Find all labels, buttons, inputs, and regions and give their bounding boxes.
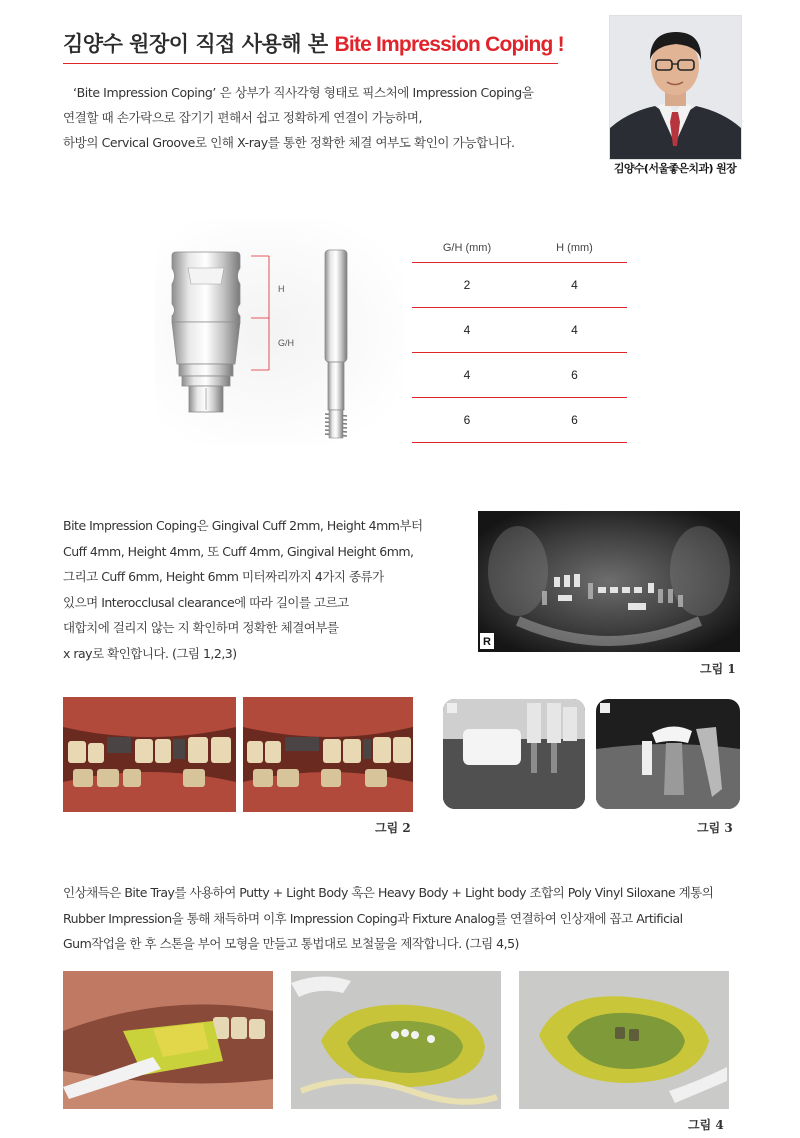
section-2-line: 대합치에 걸리지 않는 지 확인하며 정확한 체결여부를	[63, 620, 339, 635]
section-3-paragraph	[63, 880, 753, 957]
section-3-line: Rubber Impression을 통해 채득하며 이후 Impression Coping과 Fixture Analog를 연결하여 인상재에 꼽고 Artificial	[63, 910, 683, 926]
section-2-line: Cuff 4mm, Height 4mm, 또 Cuff 4mm, Gingival Height 6mm,	[63, 543, 414, 559]
cell-h: 6	[571, 413, 578, 427]
table-header	[412, 240, 627, 263]
figure-3-periapical-xray-right	[596, 699, 740, 809]
author-caption: 김양수(서울좋은치과) 원장	[613, 162, 737, 175]
figure-3-caption: 그림 3	[697, 821, 733, 835]
cell-gh: 6	[463, 413, 471, 427]
section-3-line: 인상채득은 Bite Tray를 사용하여 Putty + Light Body 혹은 Heavy Body + Light body 조합의 Poly Vinyl Siloxane 계통의	[63, 885, 714, 900]
section-2-paragraph	[63, 513, 463, 666]
title-korean: 김양수 원장이 직접 사용해 본	[63, 32, 335, 56]
figure-4-impression-photo-1	[291, 971, 501, 1109]
product-diagram	[155, 218, 405, 446]
impression-illustration	[519, 971, 729, 1109]
bite-tray-illustration	[63, 971, 273, 1109]
intraoral-illustration	[243, 697, 413, 812]
intro-line: ‘Bite Impression Coping’ 은 상부가 직사각형 형태로 픽스처에 Impression Coping을	[73, 85, 534, 100]
intro-line: 하방의 Cervical Groove로 인해 X-ray를 통한 정확한 체결 여부도 확인이 가능합니다.	[63, 135, 515, 150]
section-2-line: 그리고 Cuff 6mm, Height 6mm 미터짜리까지 4가지 종류가	[63, 569, 384, 584]
panoramic-xray-illustration	[478, 511, 740, 652]
table-row	[412, 353, 627, 398]
figure-4-bite-tray-photo	[63, 971, 273, 1109]
section-2-line: x ray로 확인합니다. (그림 1,2,3)	[63, 645, 237, 661]
figure-4-impression-photo-2	[519, 971, 729, 1109]
figure-2-intraoral-photo-right	[243, 697, 413, 812]
figure-1-caption: 그림 1	[700, 662, 736, 676]
column-header-h: H (mm)	[556, 242, 593, 254]
intro-paragraph	[63, 80, 583, 155]
table-row	[412, 263, 627, 308]
figure-2-intraoral-photo-left	[63, 697, 236, 812]
impression-illustration	[291, 971, 501, 1109]
periapical-xray-illustration	[596, 699, 740, 809]
section-3-line: Gum작업을 한 후 스톤을 부어 모형을 만들고 통법대로 보철물을 제작합니다. (그림 4,5)	[63, 936, 519, 951]
section-2-line: Bite Impression Coping은 Gingival Cuff 2mm, Height 4mm부터	[63, 518, 423, 533]
section-2-line: 있으며 Interocclusal clearance에 따라 길이를 고르고	[63, 594, 349, 610]
title-divider	[63, 63, 558, 64]
table-row	[412, 308, 627, 353]
cell-h: 4	[571, 278, 578, 292]
spec-table	[412, 240, 627, 443]
title-product: Bite Impression Coping !	[334, 33, 564, 56]
intro-line: 연결할 때 손가락으로 잡기기 편해서 쉽고 정확하게 연결이 가능하며,	[63, 110, 423, 125]
figure-4-caption: 그림 4	[688, 1118, 724, 1132]
intraoral-illustration	[63, 697, 236, 812]
xray-badge: R	[483, 636, 491, 648]
cell-h: 6	[571, 368, 578, 382]
dimension-label-h: H	[278, 284, 285, 294]
figure-2-caption: 그림 2	[375, 821, 411, 835]
column-header-gh: G/H (mm)	[442, 242, 492, 254]
cell-gh: 4	[463, 323, 471, 337]
cell-h: 4	[571, 323, 578, 337]
portrait-illustration	[610, 16, 741, 159]
dimension-label-gh: G/H	[278, 338, 295, 348]
figure-1-panoramic-xray	[478, 511, 740, 652]
table-row	[412, 398, 627, 443]
coping-illustration	[155, 218, 405, 446]
periapical-xray-illustration	[443, 699, 585, 809]
cell-gh: 2	[463, 278, 471, 292]
author-portrait	[609, 15, 742, 160]
figure-3-periapical-xray-left	[443, 699, 585, 809]
page-title	[63, 28, 564, 58]
cell-gh: 4	[463, 368, 471, 382]
